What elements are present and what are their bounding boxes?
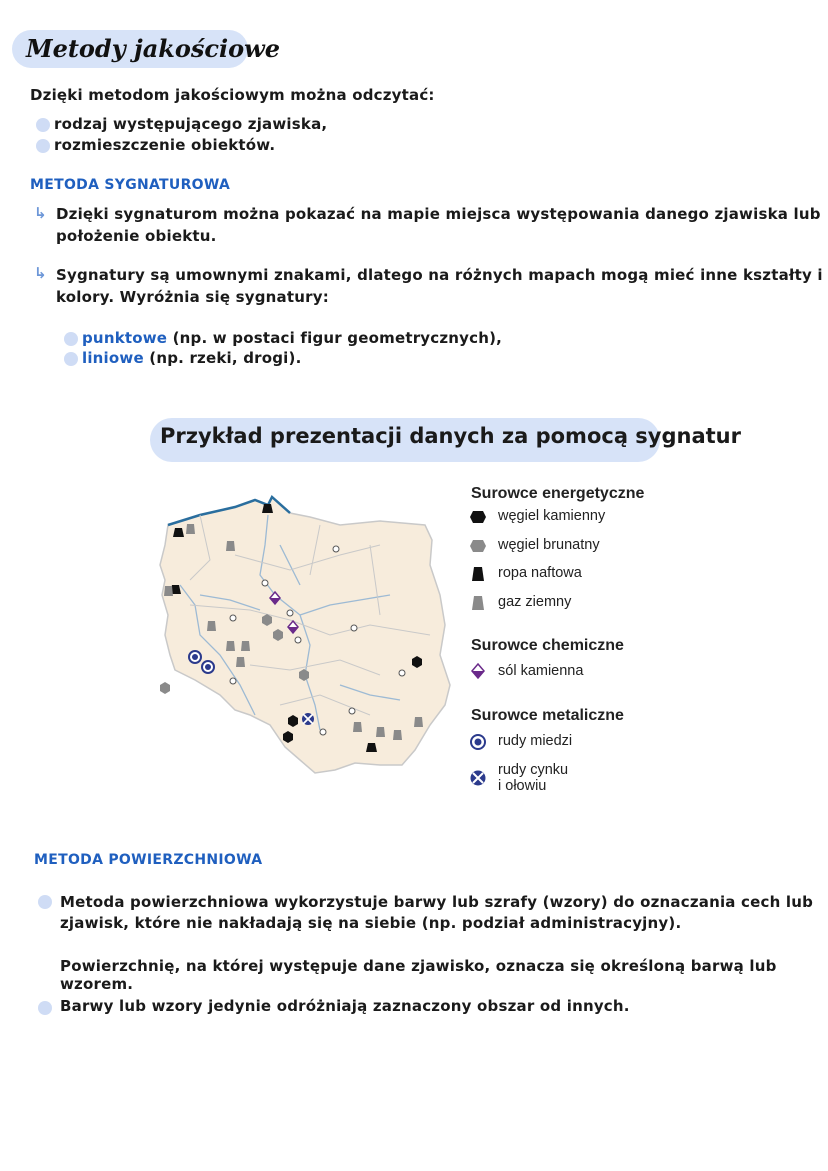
signature-type-name: punktowe: [82, 329, 168, 347]
gas-icon: [471, 595, 485, 611]
bullet-dot: [38, 1001, 52, 1015]
bullet-dot: [36, 118, 50, 132]
legend-chem-heading: Surowce chemiczne: [471, 637, 624, 654]
bullet-dot: [38, 895, 52, 909]
bullet-dot: [64, 332, 78, 346]
bullet-dot: [36, 139, 50, 153]
intro-item-1: rodzaj występującego zjawiska,: [54, 115, 328, 133]
powierzchniowa-p1-line2: zjawisk, które nie nakładają się na siebie (np. podział administracyjny).: [60, 914, 682, 932]
legend-item: ropa naftowa: [498, 565, 582, 581]
signature-type-line: [82, 349, 301, 367]
page-title: Metody jakościowe: [26, 34, 281, 63]
bullet-dot: [64, 352, 78, 366]
signature-type-point: [82, 329, 502, 347]
copper-symbol: [189, 651, 201, 663]
signature-type-name: liniowe: [82, 349, 144, 367]
sygnaturowa-p2-line2: kolory. Wyróżnia się sygnatury:: [56, 288, 329, 306]
gas-symbol: [164, 586, 173, 596]
gas-symbol: [226, 541, 235, 551]
zinc-lead-symbol: [302, 713, 314, 725]
legend-metal-heading: Surowce metaliczne: [471, 707, 624, 724]
brown-coal-icon: [470, 538, 486, 554]
legend-item: i ołowiu: [498, 778, 547, 794]
legend-item: sól kamienna: [498, 663, 584, 679]
sygnaturowa-p2-line1: Sygnatury są umownymi znakami, dlatego na różnych mapach mogą mieć inne kształty i: [56, 266, 823, 284]
gas-symbol: [226, 641, 235, 651]
legend-item: rudy miedzi: [498, 733, 573, 749]
sygnaturowa-heading: METODA SYGNATUROWA: [30, 177, 231, 193]
country-shape: [160, 497, 450, 773]
arrow-icon: ↳: [34, 204, 47, 222]
signature-type-desc: (np. rzeki, drogi).: [143, 349, 302, 367]
brown-coal-symbol: [160, 682, 170, 694]
sygnaturowa-p1-line1: Dzięki sygnaturom można pokazać na mapie miejsca występowania danego zjawiska lub: [56, 205, 821, 223]
sygnaturowa-p1-line2: położenie obiektu.: [56, 227, 217, 245]
powierzchniowa-p3: Barwy lub wzory jedynie odróżniają zaznaczony obszar od innych.: [60, 997, 630, 1015]
signature-type-desc: (np. w postaci figur geometrycznych),: [167, 329, 503, 347]
gas-symbol: [186, 524, 195, 534]
map-title: Przykład prezentacji danych za pomocą sygnatur: [160, 424, 741, 448]
hard-coal-icon: [470, 509, 486, 525]
poland-map: [140, 485, 460, 790]
intro-text: Dzięki metodom jakościowym można odczytać:: [30, 86, 435, 104]
oil-icon: [471, 566, 485, 582]
gas-symbol: [414, 717, 423, 727]
legend-item: gaz ziemny: [498, 594, 572, 610]
gas-symbol: [236, 657, 245, 667]
powierzchniowa-heading: METODA POWIERZCHNIOWA: [34, 852, 263, 868]
legend-item: węgiel brunatny: [498, 537, 600, 553]
gas-symbol: [353, 722, 362, 732]
gas-symbol: [207, 621, 216, 631]
powierzchniowa-p2: Powierzchnię, na której występuje dane zjawisko, oznacza się określoną barwą lub wzorem.: [60, 957, 777, 993]
salt-icon: [471, 663, 485, 679]
gas-symbol: [241, 641, 250, 651]
copper-ore-icon: [470, 734, 486, 750]
legend-item: węgiel kamienny: [498, 508, 606, 524]
powierzchniowa-p1-line1: Metoda powierzchniowa wykorzystuje barwy lub szrafy (wzory) do oznaczania cech lub: [60, 893, 814, 911]
gas-symbol: [376, 727, 385, 737]
intro-item-2: rozmieszczenie obiektów.: [54, 136, 276, 154]
arrow-icon: ↳: [34, 264, 47, 282]
gas-symbol: [393, 730, 402, 740]
copper-symbol: [202, 661, 214, 673]
zinc-lead-ore-icon: [470, 770, 486, 786]
legend-energy-heading: Surowce energetyczne: [471, 485, 645, 502]
legend-item: rudy cynku: [498, 762, 569, 778]
